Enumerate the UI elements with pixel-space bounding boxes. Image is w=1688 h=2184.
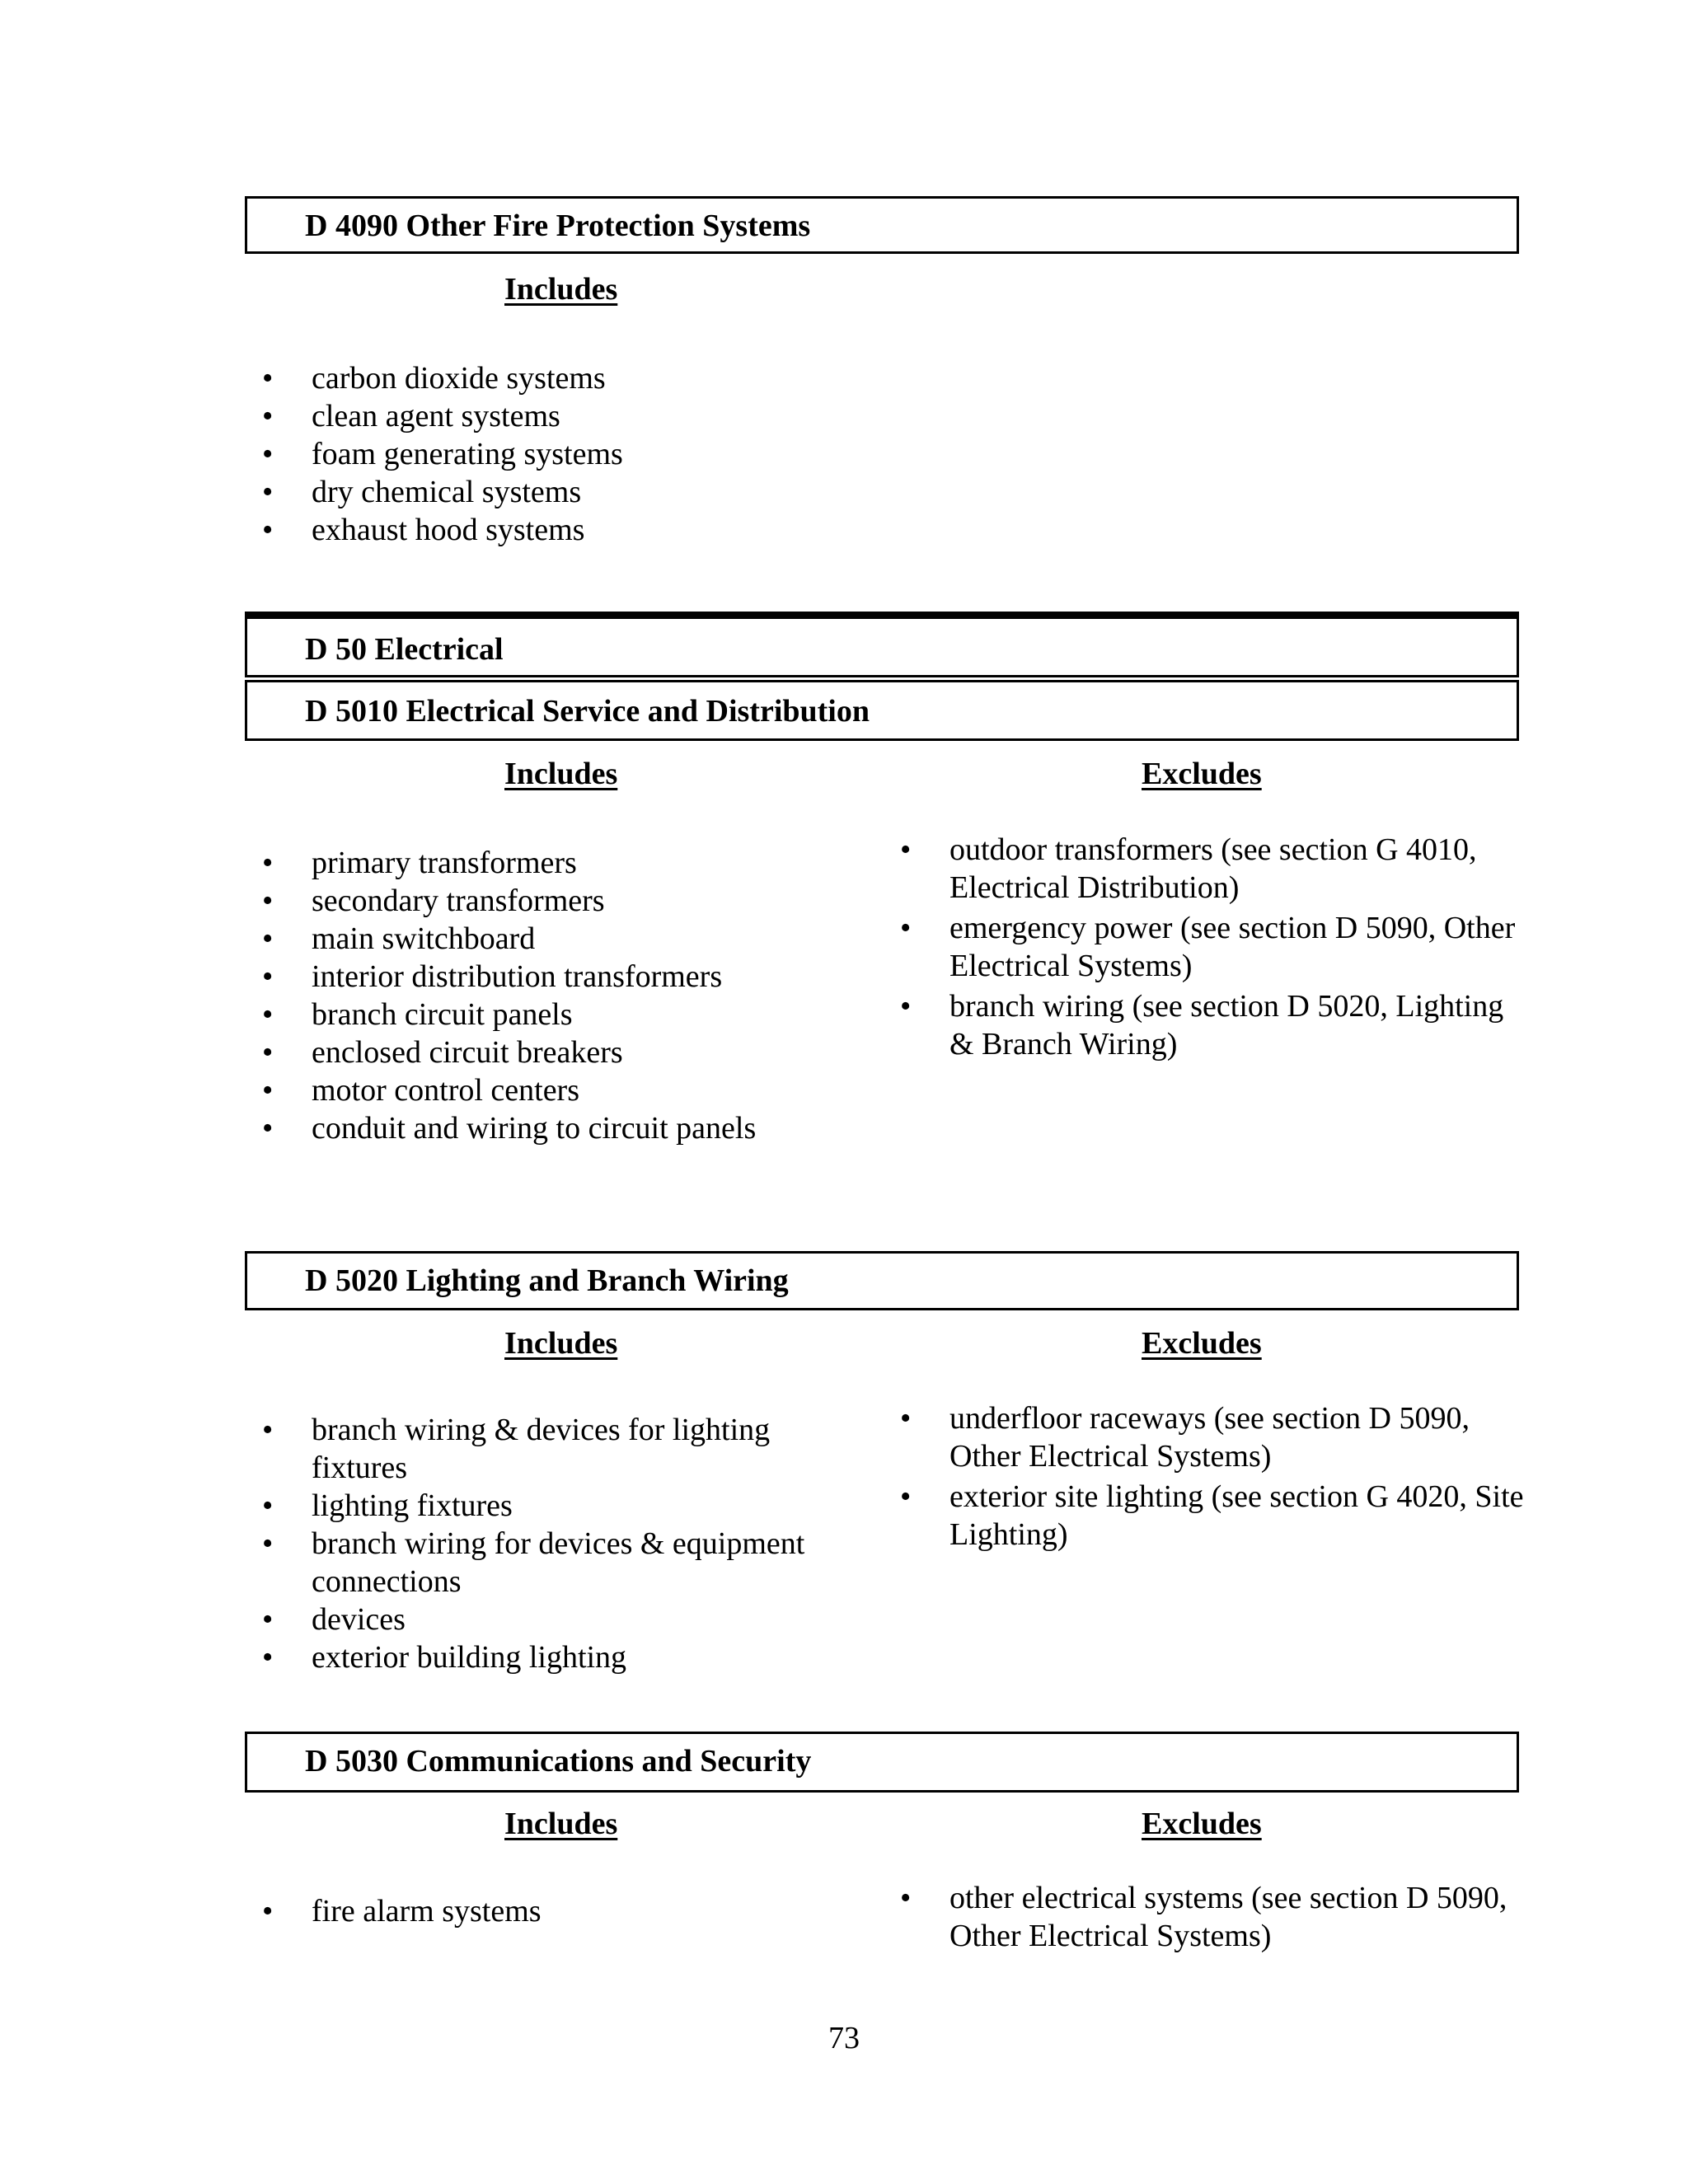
list-item [262,359,872,397]
section-header-d5010 [245,680,1519,741]
list-item-text: outdoor transformers (see section G 4010, Electrical Distribution) [950,832,1477,905]
section-header-d5020 [245,1251,1519,1310]
list-item [262,1071,872,1109]
list-item-text: emergency power (see section D 5090, Other Electrical Systems) [950,911,1516,983]
list-item-text: branch circuit panels [312,997,573,1032]
bullet-icon: • [262,1488,274,1523]
list-item [262,435,872,473]
list-item [900,1879,1526,1955]
list-item [262,1638,872,1676]
list-item [900,909,1526,985]
list-item [262,1525,872,1601]
excludes-list [900,1879,1526,1955]
section-title: D 4090 Other Fire Protection Systems [305,209,811,243]
section-title: D 5010 Electrical Service and Distribution [305,694,870,729]
list-item-text: branch wiring (see section D 5020, Lighting & Branch Wiring) [950,989,1504,1062]
list-item [900,1399,1526,1475]
list-item-text: carbon dioxide systems [312,361,606,396]
section-header-d5030 [245,1732,1519,1793]
section-title: D 5030 Communications and Security [305,1744,812,1779]
page-number: 73 [828,2021,860,2055]
includes-heading: Includes [504,757,618,791]
list-item-text: exhaust hood systems [312,513,585,547]
list-item [262,1411,872,1487]
list-item [262,1892,872,1930]
list-item-text: conduit and wiring to circuit panels [312,1111,757,1146]
includes-list [262,359,872,549]
bullet-icon: • [262,997,274,1032]
bullet-icon: • [262,475,274,509]
bullet-icon: • [900,832,912,867]
section-header-d4090 [245,196,1519,254]
list-item [262,1109,872,1147]
list-item-text: dry chemical systems [312,475,582,509]
list-item-text: primary transformers [312,846,577,880]
includes-list [262,1411,872,1676]
bullet-icon: • [262,361,274,396]
list-item-text: branch wiring & devices for lighting fixtures [312,1413,771,1485]
list-item-text: other electrical systems (see section D 5090, Other Electrical Systems) [950,1881,1507,1953]
list-item [262,397,872,435]
section-title: D 50 Electrical [305,632,504,667]
list-item [262,511,872,549]
bullet-icon: • [900,989,912,1024]
list-item [262,920,872,958]
list-item-text: enclosed circuit breakers [312,1035,623,1070]
list-item-text: fire alarm systems [312,1894,542,1929]
includes-list [262,844,872,1147]
bullet-icon: • [262,921,274,956]
list-item [900,1478,1526,1554]
bullet-icon: • [262,959,274,994]
bullet-icon: • [262,513,274,547]
bullet-icon: • [900,911,912,945]
bullet-icon: • [900,1881,912,1915]
list-item-text: underfloor raceways (see section D 5090, Other Electrical Systems) [950,1401,1470,1474]
bullet-icon: • [262,399,274,434]
bullet-icon: • [262,1111,274,1146]
includes-heading: Includes [504,1326,618,1361]
list-item-text: devices [312,1602,406,1637]
list-item [262,1487,872,1525]
list-item [900,987,1526,1063]
list-item-text: lighting fixtures [312,1488,513,1523]
excludes-list [900,831,1526,1066]
list-item-text: exterior building lighting [312,1640,627,1675]
bullet-icon: • [262,1413,274,1447]
bullet-icon: • [262,883,274,918]
bullet-icon: • [262,1526,274,1561]
list-item [262,1601,872,1638]
list-item-text: clean agent systems [312,399,560,434]
bullet-icon: • [262,1035,274,1070]
list-item [262,958,872,996]
bullet-icon: • [900,1401,912,1436]
bullet-icon: • [262,1602,274,1637]
list-item-text: secondary transformers [312,883,605,918]
list-item [262,844,872,882]
excludes-heading: Excludes [1142,757,1262,791]
bullet-icon: • [262,1894,274,1929]
bullet-icon: • [262,437,274,471]
includes-list [262,1892,872,1930]
excludes-heading: Excludes [1142,1807,1262,1841]
section-title: D 5020 Lighting and Branch Wiring [305,1263,789,1298]
includes-heading: Includes [504,272,618,307]
excludes-list [900,1399,1526,1556]
list-item-text: exterior site lighting (see section G 4020, Site Lighting) [950,1479,1524,1552]
list-item-text: branch wiring for devices & equipment connections [312,1526,805,1599]
list-item [262,473,872,511]
bullet-icon: • [262,1640,274,1675]
section-header-d50 [245,616,1519,677]
list-item-text: motor control centers [312,1073,580,1108]
list-item [262,1033,872,1071]
bullet-icon: • [262,846,274,880]
list-item [262,882,872,920]
bullet-icon: • [262,1073,274,1108]
excludes-heading: Excludes [1142,1326,1262,1361]
list-item-text: interior distribution transformers [312,959,723,994]
includes-heading: Includes [504,1807,618,1841]
list-item-text: foam generating systems [312,437,623,471]
list-item [262,996,872,1033]
list-item [900,831,1526,907]
bullet-icon: • [900,1479,912,1514]
list-item-text: main switchboard [312,921,536,956]
